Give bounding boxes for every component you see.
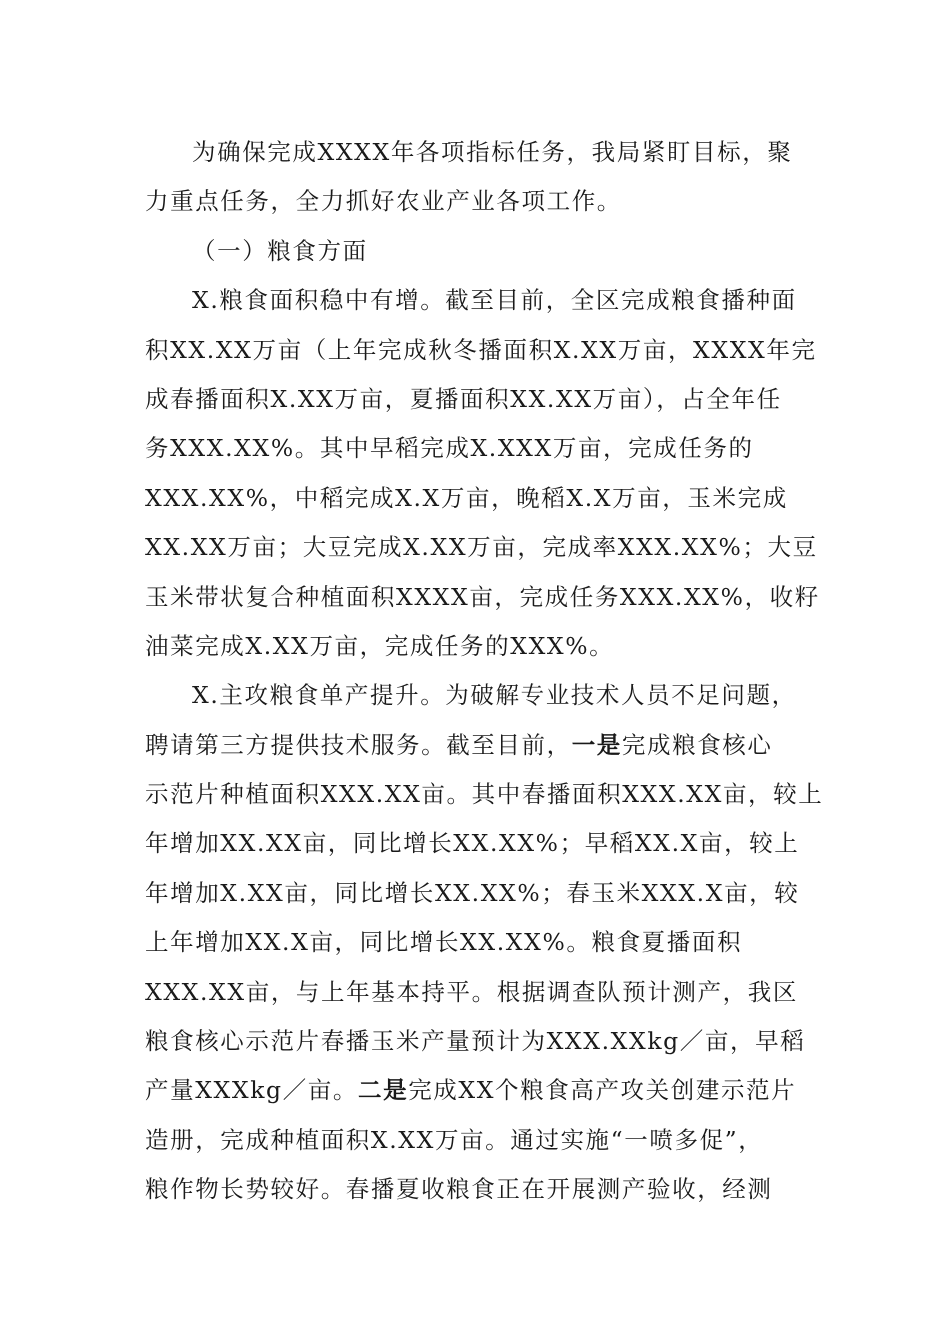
yield-line-9-text: 产量XXXkg／亩。 bbox=[145, 1076, 358, 1105]
bold-marker-first: 一是 bbox=[571, 730, 622, 759]
yield-line-2-text: 聘请第三方提供技术服务。截至目前， bbox=[145, 730, 572, 759]
section-heading-grain: （一）粮食方面 bbox=[192, 236, 368, 265]
paragraph-area-line-2: 积XX.XX万亩（上年完成秋冬播面积X.XX万亩，XXXX年完 bbox=[145, 335, 817, 364]
paragraph-yield-line-2 bbox=[145, 721, 810, 770]
bold-marker-second: 二是 bbox=[357, 1076, 409, 1105]
paragraph-yield-line-9 bbox=[145, 1066, 810, 1115]
paragraph-area-line-8: 油菜完成X.XX万亩，完成任务的XXX%。 bbox=[145, 631, 615, 660]
paragraph-intro-line-1: 为确保完成XXXX年各项指标任务，我局紧盯目标，聚 bbox=[192, 138, 793, 166]
paragraph-yield-line-10: 造册，完成种植面积X.XX万亩。通过实施“一喷多促”， bbox=[145, 1125, 764, 1154]
paragraph-yield-line-8: 粮食核心示范片春播玉米产量预计为XXX.XXkg／亩，早稻 bbox=[145, 1027, 806, 1056]
paragraph-area-line-4: 务XXX.XX%。其中早稻完成X.XXX万亩，完成任务的 bbox=[145, 434, 754, 463]
yield-line-2-text-end: 完成粮食核心 bbox=[621, 730, 773, 759]
paragraph-yield-line-4: 年增加XX.XX亩，同比增长XX.XX%；早稻XX.X亩，较上 bbox=[145, 829, 800, 858]
paragraph-area-line-1: X.粮食面积稳中有增。截至目前，全区完成粮食播种面 bbox=[192, 286, 797, 315]
paragraph-area-line-7: 玉米带状复合种植面积XXXX亩，完成任务XXX.XX%，收籽 bbox=[145, 582, 820, 611]
paragraph-yield-line-3: 示范片种植面积XXX.XX亩。其中春播面积XXX.XX亩，较上 bbox=[145, 780, 824, 809]
paragraph-yield-line-7: XXX.XX亩，与上年基本持平。根据调查队预计测产，我区 bbox=[145, 977, 798, 1006]
paragraph-area-line-6: XX.XX万亩；大豆完成X.XX万亩，完成率XXX.XX%；大豆 bbox=[145, 533, 818, 562]
yield-line-9-text-end: 完成XX个粮食高产攻关创建示范片 bbox=[408, 1076, 797, 1105]
paragraph-intro-line-2: 力重点任务，全力抓好农业产业各项工作。 bbox=[145, 187, 622, 216]
paragraph-yield-line-1: X.主攻粮食单产提升。为破解专业技术人员不足问题， bbox=[192, 681, 797, 710]
paragraph-yield-line-11: 粮作物长势较好。春播夏收粮食正在开展测产验收，经测 bbox=[145, 1175, 773, 1204]
paragraph-area-line-3: 成春播面积X.XX万亩，夏播面积XX.XX万亩），占全年任 bbox=[145, 384, 782, 413]
document-body bbox=[145, 128, 824, 1215]
paragraph-yield-line-5: 年增加X.XX亩，同比增长XX.XX%；春玉米XXX.X亩，较 bbox=[145, 878, 800, 907]
paragraph-yield-line-6: 上年增加XX.X亩，同比增长XX.XX%。粮食夏播面积 bbox=[145, 928, 743, 957]
paragraph-area-line-5: XXX.XX%，中稻完成X.X万亩，晚稻X.X万亩，玉米完成 bbox=[145, 483, 788, 512]
